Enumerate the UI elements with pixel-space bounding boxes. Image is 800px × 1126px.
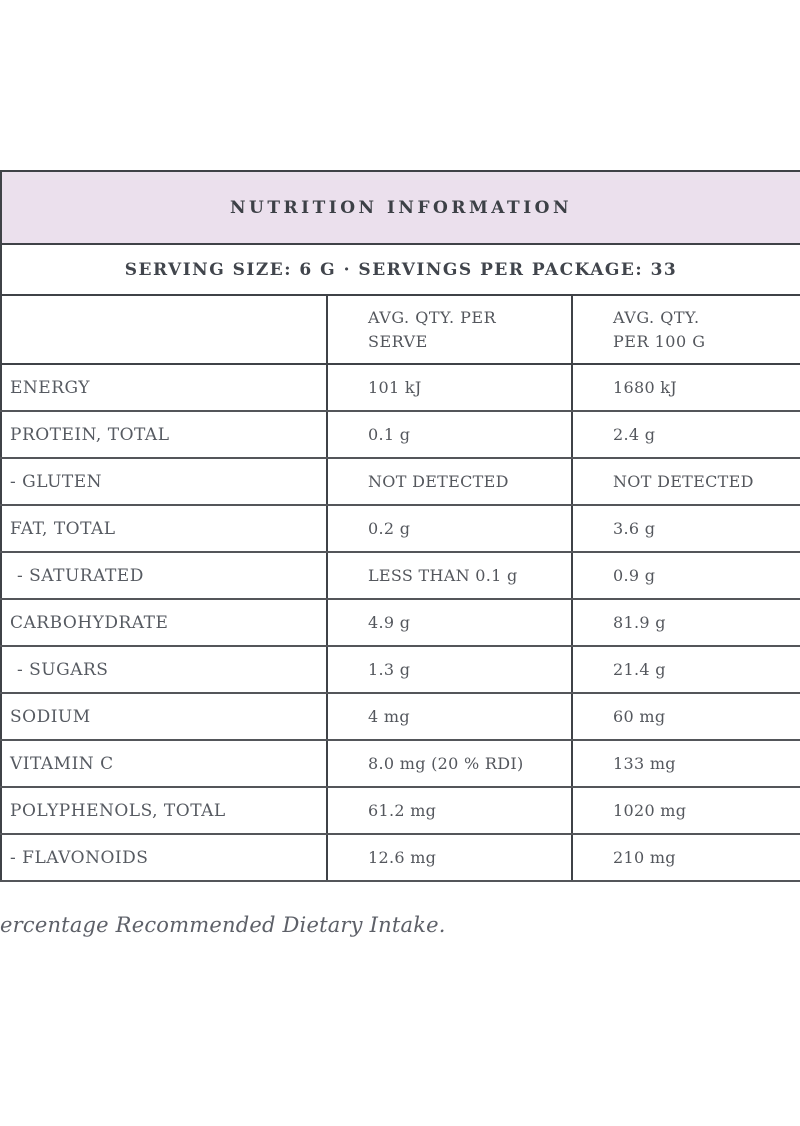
nutrient-label: FAT, TOTAL bbox=[1, 505, 327, 552]
value-per-serve: LESS THAN 0.1 g bbox=[327, 552, 572, 599]
table-row bbox=[1, 693, 800, 740]
value-per-100g: 0.9 g bbox=[572, 552, 800, 599]
value-per-serve: 0.2 g bbox=[327, 505, 572, 552]
value-per-100g: 3.6 g bbox=[572, 505, 800, 552]
nutrient-label: - SUGARS bbox=[1, 646, 327, 693]
value-per-serve: 101 kJ bbox=[327, 364, 572, 411]
nutrition-panel bbox=[0, 170, 800, 937]
value-per-100g: 60 mg bbox=[572, 693, 800, 740]
value-per-100g: NOT DETECTED bbox=[572, 458, 800, 505]
header-avg-qty-per-100g-line2: PER 100 G bbox=[613, 331, 706, 351]
nutrition-table bbox=[0, 296, 800, 882]
nutrient-label: - GLUTEN bbox=[1, 458, 327, 505]
nutrient-label: CARBOHYDRATE bbox=[1, 599, 327, 646]
nutrient-label: SODIUM bbox=[1, 693, 327, 740]
header-avg-qty-per-serve-line2: SERVE bbox=[368, 331, 428, 351]
value-per-serve: 0.1 g bbox=[327, 411, 572, 458]
value-per-serve: 4 mg bbox=[327, 693, 572, 740]
value-per-100g: 81.9 g bbox=[572, 599, 800, 646]
serving-info bbox=[0, 245, 800, 296]
table-row bbox=[1, 646, 800, 693]
value-per-100g: 2.4 g bbox=[572, 411, 800, 458]
value-per-100g: 133 mg bbox=[572, 740, 800, 787]
nutrient-label: PROTEIN, TOTAL bbox=[1, 411, 327, 458]
table-row bbox=[1, 740, 800, 787]
value-per-100g: 1680 kJ bbox=[572, 364, 800, 411]
value-per-100g: 21.4 g bbox=[572, 646, 800, 693]
nutrient-label: VITAMIN C bbox=[1, 740, 327, 787]
value-per-serve: 61.2 mg bbox=[327, 787, 572, 834]
panel-title-band bbox=[0, 170, 800, 245]
table-row bbox=[1, 364, 800, 411]
nutrient-label: - FLAVONOIDS bbox=[1, 834, 327, 881]
value-per-serve: 1.3 g bbox=[327, 646, 572, 693]
table-row bbox=[1, 411, 800, 458]
value-per-100g: 1020 mg bbox=[572, 787, 800, 834]
value-per-serve: 12.6 mg bbox=[327, 834, 572, 881]
value-per-serve: NOT DETECTED bbox=[327, 458, 572, 505]
table-row bbox=[1, 505, 800, 552]
nutrient-label: - SATURATED bbox=[1, 552, 327, 599]
value-per-serve: 8.0 mg (20 % RDI) bbox=[327, 740, 572, 787]
header-avg-qty-per-100g-line1: AVG. QTY. bbox=[613, 307, 700, 327]
table-row bbox=[1, 458, 800, 505]
footnote: ercentage Recommended Dietary Intake. bbox=[0, 913, 446, 937]
table-row bbox=[1, 787, 800, 834]
table-row bbox=[1, 599, 800, 646]
table-header-row bbox=[1, 296, 800, 364]
value-per-serve: 4.9 g bbox=[327, 599, 572, 646]
table-row bbox=[1, 552, 800, 599]
nutrient-label: ENERGY bbox=[1, 364, 327, 411]
table-row bbox=[1, 834, 800, 881]
header-avg-qty-per-100g bbox=[572, 296, 800, 364]
panel-title: NUTRITION INFORMATION bbox=[230, 197, 572, 218]
header-avg-qty-per-serve bbox=[327, 296, 572, 364]
header-avg-qty-per-serve-line1: AVG. QTY. PER bbox=[368, 307, 497, 327]
nutrient-label: POLYPHENOLS, TOTAL bbox=[1, 787, 327, 834]
value-per-100g: 210 mg bbox=[572, 834, 800, 881]
serving-info-text: SERVING SIZE: 6 G · SERVINGS PER PACKAGE: 33 bbox=[124, 259, 678, 280]
header-blank-cell bbox=[1, 296, 327, 364]
